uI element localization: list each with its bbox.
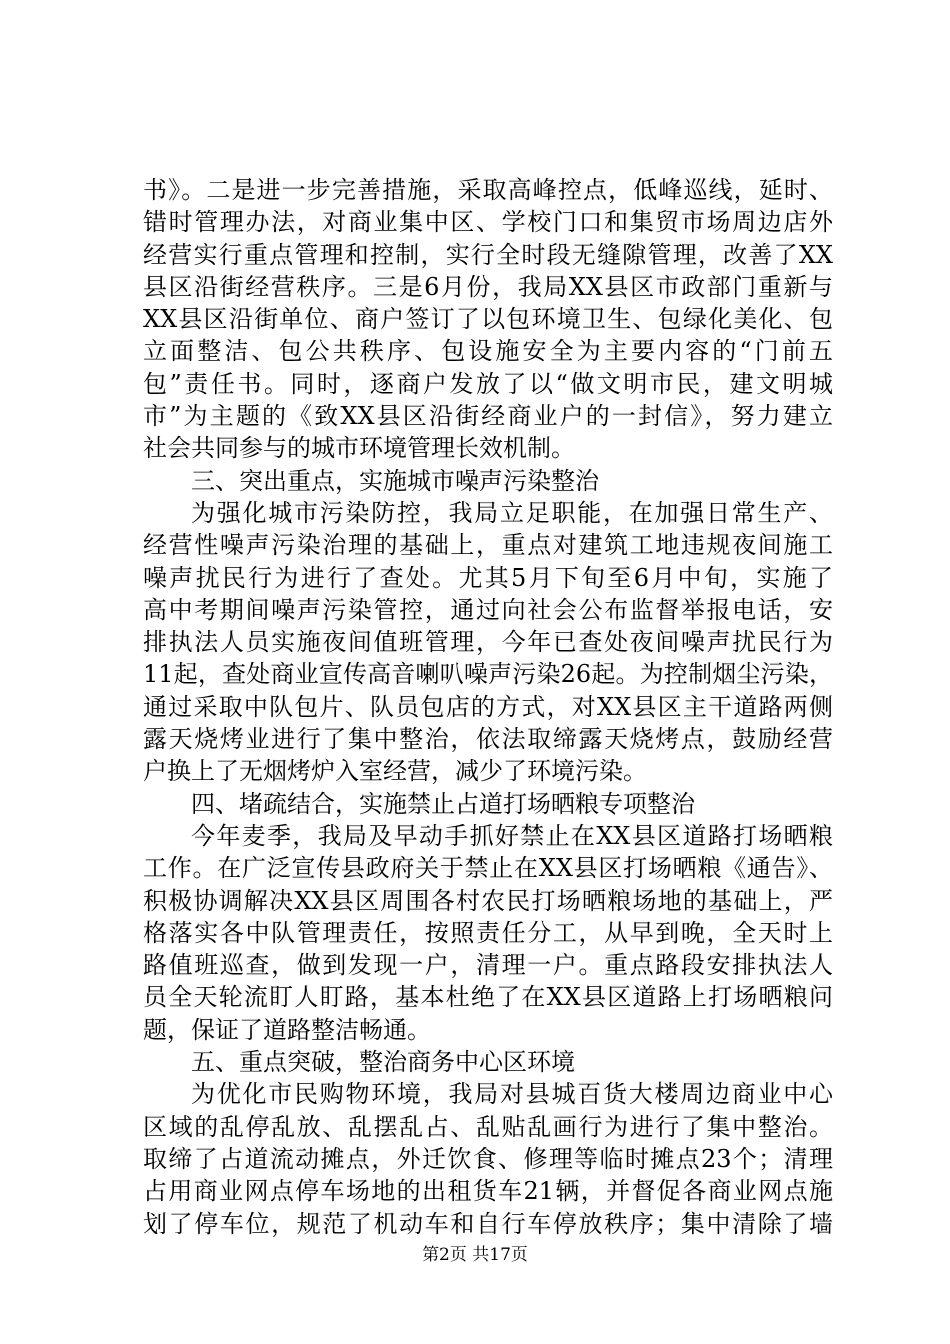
paragraph-line: 县区沿街经营秩序。三是6月份，我局XX县区市政部门重新与 (143, 272, 833, 301)
paragraph-line: 今年麦季，我局及早动手抓好禁止在XX县区道路打场晒粮 (191, 821, 833, 850)
paragraph-line: 错时管理办法，对商业集中区、学校门口和集贸市场周边店外 (143, 208, 833, 237)
paragraph-line: 立面整洁、包公共秩序、包设施安全为主要内容的“门前五 (143, 337, 833, 366)
paragraph-line: 区域的乱停乱放、乱摆乱占、乱贴乱画行为进行了集中整治。 (143, 1112, 833, 1141)
section-heading: 三、突出重点，实施城市噪声污染整治 (191, 466, 599, 495)
paragraph-line: 噪声扰民行为进行了查处。尤其5月下旬至6月中旬，实施了 (143, 563, 833, 592)
paragraph-line: 市”为主题的《致XX县区沿街经商业户的一封信》，努力建立 (143, 402, 833, 431)
paragraph-line: 工作。在广泛宣传县政府关于禁止在XX县区打场晒粮《通告》、 (143, 854, 833, 883)
paragraph-line: 题，保证了道路整洁畅通。 (143, 1015, 431, 1044)
paragraph-line: 经营实行重点管理和控制，实行全时段无缝隙管理，改善了XX (143, 240, 833, 269)
paragraph-line: 经营性噪声污染治理的基础上，重点对建筑工地违规夜间施工 (143, 531, 833, 560)
section-heading: 四、堵疏结合，实施禁止占道打场晒粮专项整治 (191, 789, 695, 818)
paragraph-line: 格落实各中队管理责任，按照责任分工，从早到晚，全天时上 (143, 918, 833, 947)
paragraph-line: 为优化市民购物环境，我局对县城百货大楼周边商业中心 (191, 1080, 833, 1109)
paragraph-line: 11起，查处商业宣传高音喇叭噪声污染26起。为控制烟尘污染， (143, 660, 833, 689)
paragraph-line: 书》。二是进一步完善措施，采取高峰控点，低峰巡线，延时、 (143, 176, 833, 204)
paragraph-line: 通过采取中队包片、队员包店的方式，对XX县区主干道路两侧 (143, 692, 833, 721)
paragraph-line: 取缔了占道流动摊点，外迁饮食、修理等临时摊点23个；清理 (143, 1144, 833, 1173)
page-footer: 第2页 共17页 (422, 1245, 528, 1265)
paragraph-line: 排执法人员实施夜间值班管理，今年已查处夜间噪声扰民行为 (143, 628, 833, 657)
paragraph-line: 包”责任书。同时，逐商户发放了以“做文明市民，建文明城 (143, 369, 833, 398)
paragraph-line: 为强化城市污染防控，我局立足职能，在加强日常生产、 (191, 498, 833, 527)
document-body (143, 174, 833, 1240)
paragraph-line: 划了停车位，规范了机动车和自行车停放秩序；集中清除了墙 (143, 1209, 833, 1238)
paragraph-line: 社会共同参与的城市环境管理长效机制。 (143, 434, 575, 463)
paragraph-line: XX县区沿街单位、商户签订了以包环境卫生、包绿化美化、包 (143, 305, 833, 334)
paragraph-line: 占用商业网点停车场地的出租货车21辆，并督促各商业网点施 (143, 1177, 833, 1206)
paragraph-line: 积极协调解决XX县区周围各村农民打场晒粮场地的基础上，严 (143, 886, 833, 915)
paragraph-line: 高中考期间噪声污染管控，通过向社会公布监督举报电话，安 (143, 595, 833, 624)
paragraph-line: 路值班巡查，做到发现一户，清理一户。重点路段安排执法人 (143, 951, 833, 980)
section-heading: 五、重点突破，整治商务中心区环境 (191, 1048, 575, 1077)
paragraph-line: 员全天轮流盯人盯路，基本杜绝了在XX县区道路上打场晒粮问 (143, 983, 833, 1012)
paragraph-line: 户换上了无烟烤炉入室经营，减少了环境污染。 (143, 757, 647, 786)
paragraph-line: 露天烧烤业进行了集中整治，依法取缔露天烧烤点，鼓励经营 (143, 725, 833, 754)
